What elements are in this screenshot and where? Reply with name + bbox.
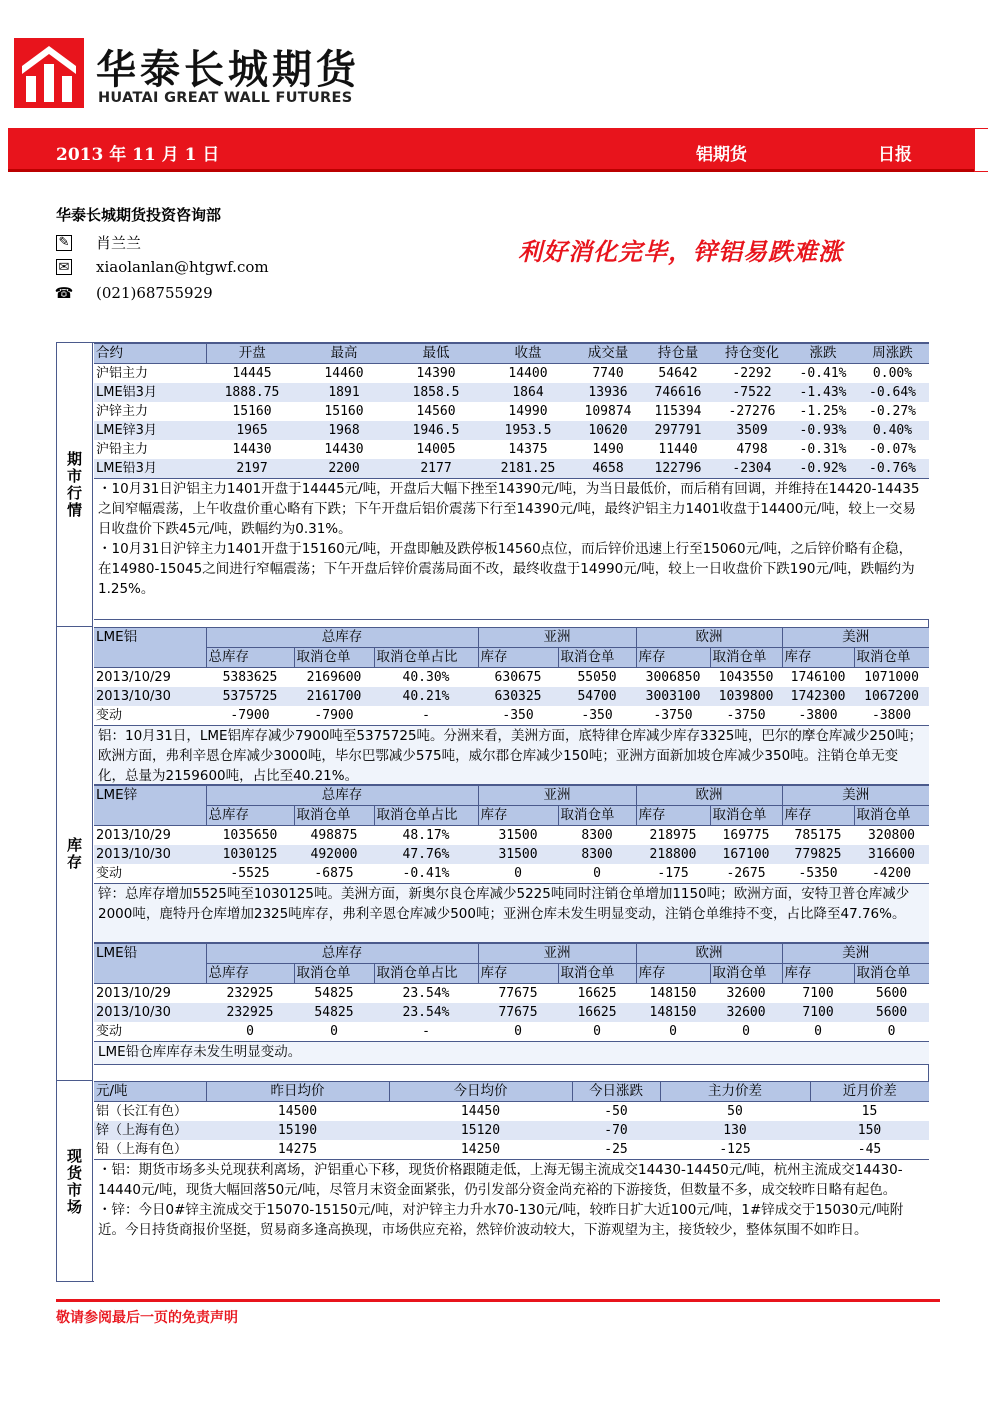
inventory-row [94,706,929,725]
market-cell: 15160 [298,402,390,421]
market-cell: 1888.75 [206,383,298,402]
inventory-cell: 0 [206,1022,294,1041]
market-cell: 0.00% [856,364,929,384]
market-col-header: 开盘 [206,344,298,364]
spot-metal-label: 铅（上海有色） [94,1140,206,1159]
inventory-sub-header: 取消仓单 [854,964,929,984]
inventory-sub-header: 取消仓单 [558,648,636,668]
inventory-cell: 218800 [636,845,710,864]
market-note-zinc: ・10月31日沪锌主力1401开盘于15160元/吨，开盘即触及跌停板14560点位，而后锌价迅速上行至15060元/吨，之后锌价略有企稳，在14980-15045之间进行窄幅震荡；下午开盘后锌价震荡局面不改，最终收盘于14990元/吨，较上一日收盘价下跌190元/吨，跌幅约为1.25%。 [98,541,915,597]
inventory-cell: 77675 [478,984,558,1004]
inventory-cell: 32600 [710,1003,782,1022]
market-table [94,343,929,478]
spot-col-header: 今日均价 [389,1082,572,1102]
inventory-cell: 167100 [710,845,782,864]
inventory-note: 锌：总库存增加5525吨至1030125吨。美洲方面，新奥尔良仓库减少5225吨同时注销仓单增加1150吨；欧洲方面，安特卫普仓库减少2000吨，鹿特丹仓库增加2325吨库存，弗利辛恩仓库减少500吨；亚洲仓库未发生明显变动，注销仓单维持不变，占比降至47.76%。 [94,883,929,943]
inventory-cell: -2675 [710,864,782,883]
inventory-cell: 3003100 [636,687,710,706]
inventory-cell: 0 [710,1022,782,1041]
inventory-group-header: 美洲 [782,944,929,964]
contract-name: LME铝3月 [94,383,206,402]
inventory-cell: 40.30% [374,668,478,688]
market-cell: 14005 [390,440,482,459]
inventory-table-name: LME铝 [94,628,206,668]
inventory-cell: 7100 [782,1003,854,1022]
inventory-cell: 320800 [854,826,929,846]
inventory-sub-header: 库存 [782,648,854,668]
spot-cell: 14500 [206,1102,389,1122]
market-cell: -7522 [714,383,790,402]
spot-header-row [94,1082,929,1102]
market-col-header: 合约 [94,344,206,364]
section-label-inventory: 库存 [57,627,93,1081]
market-cell: 14430 [206,440,298,459]
inventory-cell: - [374,1022,478,1041]
author-phone: (021)68755929 [96,284,213,302]
market-cell: 7740 [574,364,642,384]
inventory-cell: 1030125 [206,845,294,864]
inventory-cell: 169775 [710,826,782,846]
inventory-group-header: 亚洲 [478,628,636,648]
market-cell: 14990 [482,402,574,421]
market-cell: -0.27% [856,402,929,421]
spot-cell: 14250 [389,1140,572,1159]
market-cell: 115394 [642,402,714,421]
inventory-cell: 1071000 [854,668,929,688]
inventory-row-label: 2013/10/30 [94,1003,206,1022]
market-cell: -0.07% [856,440,929,459]
report-type: 日报 [878,145,912,165]
inventory-cell: 0 [294,1022,374,1041]
spot-section [94,1081,929,1283]
inventory-cell: -350 [558,706,636,725]
market-col-header: 收盘 [482,344,574,364]
inventory-group-header: 美洲 [782,628,929,648]
inventory-cell: 1043550 [710,668,782,688]
author-name: 肖兰兰 [96,234,142,252]
inventory-cell: 5375725 [206,687,294,706]
market-cell: -2304 [714,459,790,478]
market-cell: -2292 [714,364,790,384]
inventory-cell: -3800 [854,706,929,725]
contract-name: LME锌3月 [94,421,206,440]
market-col-header: 周涨跌 [856,344,929,364]
inventory-row-label: 变动 [94,706,206,725]
inventory-cell: 23.54% [374,1003,478,1022]
inventory-cell: 148150 [636,1003,710,1022]
inventory-row [94,826,929,846]
inventory-cell: -5525 [206,864,294,883]
market-section [94,343,929,620]
inventory-row [94,864,929,883]
inventory-sub-header: 库存 [636,806,710,826]
contract-name: 沪铅主力 [94,440,206,459]
inventory-cell: 148150 [636,984,710,1004]
department: 华泰长城期货投资咨询部 [56,206,222,224]
spot-col-header: 主力价差 [660,1082,810,1102]
spot-cell: -125 [660,1140,810,1159]
author-email[interactable]: xiaolanlan@htgwf.com [96,258,269,276]
market-cell: 3509 [714,421,790,440]
company-logo [14,38,84,108]
inventory-cell: 8300 [558,845,636,864]
market-cell: -1.25% [790,402,856,421]
inventory-sub-header: 取消仓单占比 [374,806,478,826]
inventory-cell: 54825 [294,984,374,1004]
spot-cell: 150 [810,1121,929,1140]
spot-cell: -45 [810,1140,929,1159]
inventory-cell: 16625 [558,984,636,1004]
brand-name-cn: 华泰长城期货 [96,47,360,93]
inventory-sub-header: 库存 [478,648,558,668]
inventory-cell: -175 [636,864,710,883]
contract-name: 沪铝主力 [94,364,206,384]
inventory-sub-header: 取消仓单 [854,806,929,826]
inventory-cell: 0 [558,1022,636,1041]
inventory-sub-header: 库存 [782,964,854,984]
inventory-cell: 232925 [206,1003,294,1022]
market-cell: 2200 [298,459,390,478]
spot-note-aluminum: ・铝：期货市场多头兑现获利离场，沪铝重心下移，现货价格跟随走低，上海无锡主流成交14430-14450元/吨，杭州主流成交14430-14440元/吨，现货大幅回落50元/吨，尽管月末资金面紧张，仍引发部分资金尚充裕的下游接货，但数量不多，成交较昨日略有起色。 [98,1162,903,1198]
contract-name: LME铅3月 [94,459,206,478]
spot-cell: 50 [660,1102,810,1122]
market-cell: 54642 [642,364,714,384]
inventory-cell: 1746100 [782,668,854,688]
inventory-sub-header: 库存 [782,806,854,826]
contract-name: 沪锌主力 [94,402,206,421]
market-cell: 11440 [642,440,714,459]
brand-name-en: HUATAI GREAT WALL FUTURES [98,90,353,106]
market-cell: 1968 [298,421,390,440]
inventory-row-label: 2013/10/29 [94,826,206,846]
inventory-cell: -3750 [710,706,782,725]
market-cell: 1891 [298,383,390,402]
inventory-sub-header: 取消仓单 [710,648,782,668]
market-note-aluminum: ・10月31日沪铝主力1401开盘于14445元/吨，开盘后大幅下挫至14390元/吨，为当日最低价，而后稍有回调，并维持在14420-14435之间窄幅震荡，上午收盘价重心略有下跌；下午开盘后铝价震荡下行至14390元/吨，最终沪铝主力1401收盘于14400元/吨，较上一交易日收盘价下跌45元/吨，跌幅约为0.31%。 [98,481,920,537]
market-row [94,402,929,421]
inventory-sub-header: 总库存 [206,964,294,984]
market-row [94,364,929,384]
inventory-sub-header: 取消仓单 [854,648,929,668]
inventory-row [94,845,929,864]
report-date: 2013 年 11 月 1 日 [56,145,220,165]
inventory-cell: 0 [782,1022,854,1041]
spot-cell: -25 [572,1140,660,1159]
inventory-cell: -4200 [854,864,929,883]
inventory-cell: 785175 [782,826,854,846]
inventory-cell: 5383625 [206,668,294,688]
inventory-cell: 5600 [854,1003,929,1022]
market-cell: -0.93% [790,421,856,440]
inventory-sub-header: 总库存 [206,648,294,668]
inventory-row-label: 2013/10/30 [94,845,206,864]
author-row [56,232,141,253]
market-row [94,459,929,478]
spot-cell: 15190 [206,1121,389,1140]
inventory-cell: 31500 [478,845,558,864]
market-cell: 0.40% [856,421,929,440]
inventory-cell: 0 [478,864,558,883]
inventory-cell: 1067200 [854,687,929,706]
pen-icon: ✎ [56,235,72,251]
inventory-cell: 3006850 [636,668,710,688]
inventory-cell: 1742300 [782,687,854,706]
inventory-row [94,687,929,706]
section-label-market: 期市行情 [57,343,93,627]
inventory-cell: 48.17% [374,826,478,846]
market-row [94,421,929,440]
inventory-row-label: 2013/10/30 [94,687,206,706]
inventory-cell: 0 [636,1022,710,1041]
inventory-note: LME铅仓库库存未发生明显变动。 [94,1041,929,1065]
inventory-cell: 218975 [636,826,710,846]
inventory-row-label: 变动 [94,864,206,883]
market-cell: 1490 [574,440,642,459]
inventory-cell: 54700 [558,687,636,706]
inventory-row-label: 2013/10/29 [94,984,206,1004]
spot-col-header: 近月价差 [810,1082,929,1102]
inventory-cell: -6875 [294,864,374,883]
market-cell: 14560 [390,402,482,421]
market-col-header: 最高 [298,344,390,364]
market-row [94,383,929,402]
inventory-cell: 23.54% [374,984,478,1004]
market-cell: 4658 [574,459,642,478]
market-cell: 1864 [482,383,574,402]
inventory-cell: 7100 [782,984,854,1004]
market-cell: 14390 [390,364,482,384]
market-cell: -0.31% [790,440,856,459]
spot-col-header: 元/吨 [94,1082,206,1102]
inventory-group-header: 总库存 [206,944,478,964]
phone-icon: ☎ [54,284,74,302]
spot-cell: 14275 [206,1140,389,1159]
inventory-cell: 316600 [854,845,929,864]
market-cell: 109874 [574,402,642,421]
inventory-sub-header: 库存 [636,648,710,668]
market-notes [94,478,929,620]
inventory-cell: -350 [478,706,558,725]
inventory-cell: 0 [558,864,636,883]
market-cell: 1953.5 [482,421,574,440]
inventory-cell: 630675 [478,668,558,688]
market-cell: -0.41% [790,364,856,384]
inventory-cell: 8300 [558,826,636,846]
spot-cell: 130 [660,1121,810,1140]
inventory-note: 铝：10月31日，LME铝库存减少7900吨至5375725吨。分洲来看，美洲方面，底特律仓库减少库存3325吨，巴尔的摩仓库减少250吨；欧洲方面，弗利辛恩仓库减少3000吨，毕尔巴鄂减少575吨，威尔郡仓库减少150吨；亚洲方面新加坡仓库减少350吨。注销仓单无变化，总量为2159600吨，占比至40.21%。 [94,725,929,785]
spot-cell: 15 [810,1102,929,1122]
inventory-cell: -5350 [782,864,854,883]
inventory-cell: 2169600 [294,668,374,688]
header-bar-edge [974,128,988,172]
spot-note-zinc: ・锌：今日0#锌主流成交于15070-15150元/吨，对沪锌主力升水70-130元/吨，较昨日扩大近100元/吨，1#锌成交于15030元/吨附近。今日持货商报价坚挺，贸易商多逢高换现，市场供应充裕，然锌价波动较大，下游观望为主，接货较少，整体氛围不如昨日。 [98,1202,904,1238]
spot-metal-label: 锌（上海有色） [94,1121,206,1140]
spot-col-header: 昨日均价 [206,1082,389,1102]
inventory-group-header: 欧洲 [636,786,782,806]
inventory-cell: 5600 [854,984,929,1004]
envelope-icon: ✉ [56,259,72,275]
inventory-row [94,1022,929,1041]
inventory-cell: - [374,706,478,725]
inventory-cell: 40.21% [374,687,478,706]
inventory-sub-header: 取消仓单占比 [374,648,478,668]
market-col-header: 最低 [390,344,482,364]
inventory-group-header-row [94,628,929,648]
inventory-cell: 54825 [294,1003,374,1022]
inventory-group-header: 欧洲 [636,944,782,964]
inventory-cell: -0.41% [374,864,478,883]
disclaimer-note: 敬请参阅最后一页的免责声明 [56,1310,238,1326]
inventory-cell: 31500 [478,826,558,846]
inventory-sub-header-row [94,648,929,668]
inventory-sub-header-row [94,806,929,826]
inventory-sub-header: 取消仓单 [710,806,782,826]
spot-row [94,1140,929,1159]
spot-cell: -70 [572,1121,660,1140]
inventory-sub-header: 库存 [478,806,558,826]
inventory-sub-header: 库存 [636,964,710,984]
inventory-cell: 32600 [710,984,782,1004]
section-label-spot: 现货市场 [57,1081,93,1282]
inventory-cell: 1039800 [710,687,782,706]
email-row [56,258,269,276]
spot-row [94,1102,929,1122]
inventory-table [94,943,929,1041]
spot-row [94,1121,929,1140]
market-cell: 10620 [574,421,642,440]
inventory-sub-header: 取消仓单 [710,964,782,984]
inventory-row-label: 变动 [94,1022,206,1041]
spot-cell: 15120 [389,1121,572,1140]
inventory-group-header: 欧洲 [636,628,782,648]
market-cell: 4798 [714,440,790,459]
inventory-sub-header: 取消仓单占比 [374,964,478,984]
inventory-cell: 498875 [294,826,374,846]
inventory-cell: 55050 [558,668,636,688]
market-cell: 122796 [642,459,714,478]
inventory-row [94,668,929,688]
market-cell: 14375 [482,440,574,459]
spot-col-header: 今日涨跌 [572,1082,660,1102]
market-cell: 1858.5 [390,383,482,402]
market-cell: 297791 [642,421,714,440]
inventory-sub-header: 取消仓单 [294,806,374,826]
inventory-row [94,1003,929,1022]
inventory-cell: 779825 [782,845,854,864]
inventory-sub-header: 取消仓单 [294,964,374,984]
footer-divider [56,1299,940,1302]
inventory-cell: 16625 [558,1003,636,1022]
inventory-sub-header: 取消仓单 [294,648,374,668]
inventory-cell: 492000 [294,845,374,864]
inventory-sub-header: 总库存 [206,806,294,826]
inventory-cell: -7900 [294,706,374,725]
inventory-cell: 0 [478,1022,558,1041]
market-col-header: 涨跌 [790,344,856,364]
market-cell: -1.43% [790,383,856,402]
inventory-group-header: 美洲 [782,786,929,806]
phone-row [56,284,213,302]
inventory-group-header: 总库存 [206,786,478,806]
spot-metal-label: 铝（长江有色） [94,1102,206,1122]
market-row [94,440,929,459]
inventory-group-header-row [94,786,929,806]
report-product: 铝期货 [696,145,747,165]
inventory-table [94,785,929,883]
report-frame [56,342,929,1282]
inventory-sub-header: 库存 [478,964,558,984]
market-cell: 2197 [206,459,298,478]
inventory-section [94,627,929,1065]
inventory-cell: 47.76% [374,845,478,864]
market-cell: -0.64% [856,383,929,402]
market-cell: 14460 [298,364,390,384]
inventory-table [94,627,929,725]
inventory-cell: 2161700 [294,687,374,706]
inventory-sub-header: 取消仓单 [558,964,636,984]
market-cell: 14430 [298,440,390,459]
market-col-header: 成交量 [574,344,642,364]
spot-cell: -50 [572,1102,660,1122]
inventory-cell: 232925 [206,984,294,1004]
market-cell: -27276 [714,402,790,421]
inventory-cell: -3750 [636,706,710,725]
market-cell: 15160 [206,402,298,421]
inventory-group-header: 亚洲 [478,944,636,964]
market-cell: 2177 [390,459,482,478]
market-cell: 746616 [642,383,714,402]
market-cell: 14445 [206,364,298,384]
market-cell: 1965 [206,421,298,440]
inventory-group-header: 亚洲 [478,786,636,806]
market-cell: 13936 [574,383,642,402]
inventory-group-header-row [94,944,929,964]
inventory-cell: -3800 [782,706,854,725]
market-cell: -0.92% [790,459,856,478]
inventory-cell: 630325 [478,687,558,706]
market-cell: 14400 [482,364,574,384]
spot-notes [94,1159,929,1283]
inventory-sub-header-row [94,964,929,984]
market-cell: 1946.5 [390,421,482,440]
spot-cell: 14450 [389,1102,572,1122]
inventory-cell: 1035650 [206,826,294,846]
headline: 利好消化完毕，锌铝易跌难涨 [518,237,843,266]
market-col-header: 持仓量 [642,344,714,364]
inventory-row-label: 2013/10/29 [94,668,206,688]
inventory-sub-header: 取消仓单 [558,806,636,826]
market-cell: -0.76% [856,459,929,478]
inventory-table-name: LME锌 [94,786,206,826]
inventory-group-header: 总库存 [206,628,478,648]
inventory-cell: -7900 [206,706,294,725]
spot-table [94,1081,929,1159]
inventory-row [94,984,929,1004]
inventory-table-name: LME铅 [94,944,206,984]
market-header-row [94,344,929,364]
inventory-cell: 0 [854,1022,929,1041]
market-cell: 2181.25 [482,459,574,478]
market-col-header: 持仓变化 [714,344,790,364]
inventory-cell: 77675 [478,1003,558,1022]
